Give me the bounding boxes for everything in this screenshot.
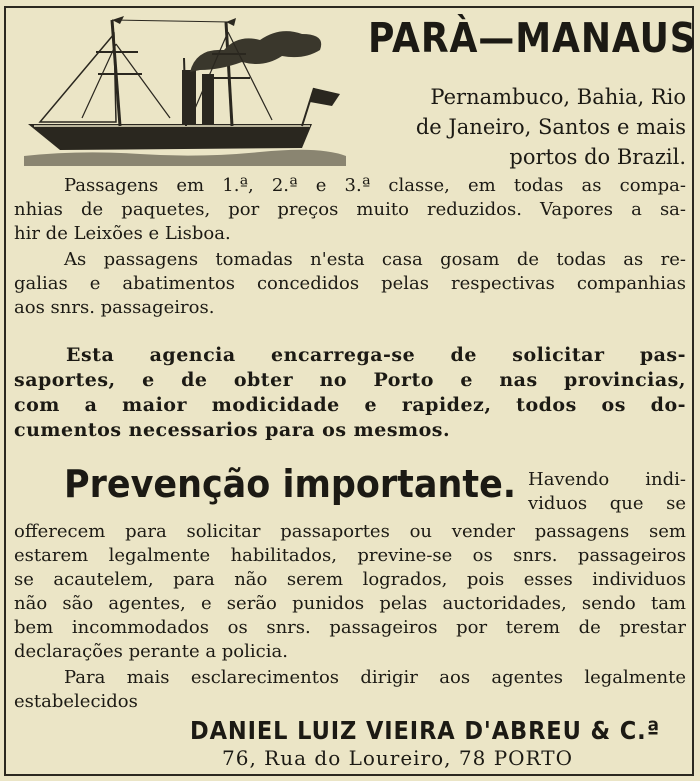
text-line: nhias de paquetes, por preços muito reduzidos. Vapores a sa- (14, 199, 686, 220)
text-line: hir de Leixões e Lisboa. (14, 223, 231, 244)
text-line: offerecem para solicitar passaportes ou vender passagens sem (14, 521, 686, 542)
text-line: bem incommodados os snrs. passageiros por terem de prestar (14, 617, 686, 638)
text-line: Para mais esclarecimentos dirigir aos agentes legalmente (64, 667, 686, 688)
notice-line: saportes, e de obter no Porto e nas provincias, (14, 369, 686, 391)
text-line: aos snrs. passageiros. (14, 297, 215, 318)
text-line: declarações perante a policia. (14, 641, 288, 662)
text-line: Havendo indi- (528, 469, 686, 490)
text-line: As passagens tomadas n'esta casa gosam de todas as re- (64, 249, 686, 270)
destinations (356, 82, 690, 172)
warning-paragraph (14, 520, 686, 664)
agent-name: DANIEL LUIZ VIEIRA D'ABREU & C.ª (190, 716, 661, 745)
text-line: Passagens em 1.ª, 2.ª e 3.ª classe, em todas as compa- (64, 175, 686, 196)
notice-line: cumentos necessarios para os mesmos. (14, 419, 451, 441)
notice-line: Esta agencia encarrega-se de solicitar pas- (66, 344, 686, 366)
benefits-paragraph (14, 248, 686, 320)
warning-side-text (528, 468, 686, 516)
text-line: estabelecidos (14, 691, 138, 712)
text-line: galias e abatimentos concedidos pelas respectivas companhias (14, 273, 686, 294)
destination-line: portos do Brazil. (509, 145, 686, 169)
text-line: se acautelem, para não serem logrados, pois esses individuos (14, 569, 686, 590)
destination-line: de Janeiro, Santos e mais (415, 115, 686, 139)
steamship-illustration (20, 14, 350, 174)
warning-heading: Prevenção importante. (64, 462, 517, 506)
text-line: não são agentes, e serão punidos pelas auctoridades, sendo tam (14, 593, 686, 614)
text-line: viduos que se (528, 493, 686, 514)
agent-address: 76, Rua do Loureiro, 78 PORTO (222, 746, 574, 770)
closing-paragraph (14, 666, 686, 714)
passages-paragraph (14, 174, 686, 246)
agency-notice (14, 343, 686, 443)
text-line: estarem legalmente habilitados, previne-se os snrs. passageiros (14, 545, 686, 566)
notice-line: com a maior modicidade e rapidez, todos os do- (14, 394, 686, 416)
destination-line: Pernambuco, Bahia, Rio (430, 85, 686, 109)
ad-title: PARÀ—MANAUS (368, 14, 697, 62)
